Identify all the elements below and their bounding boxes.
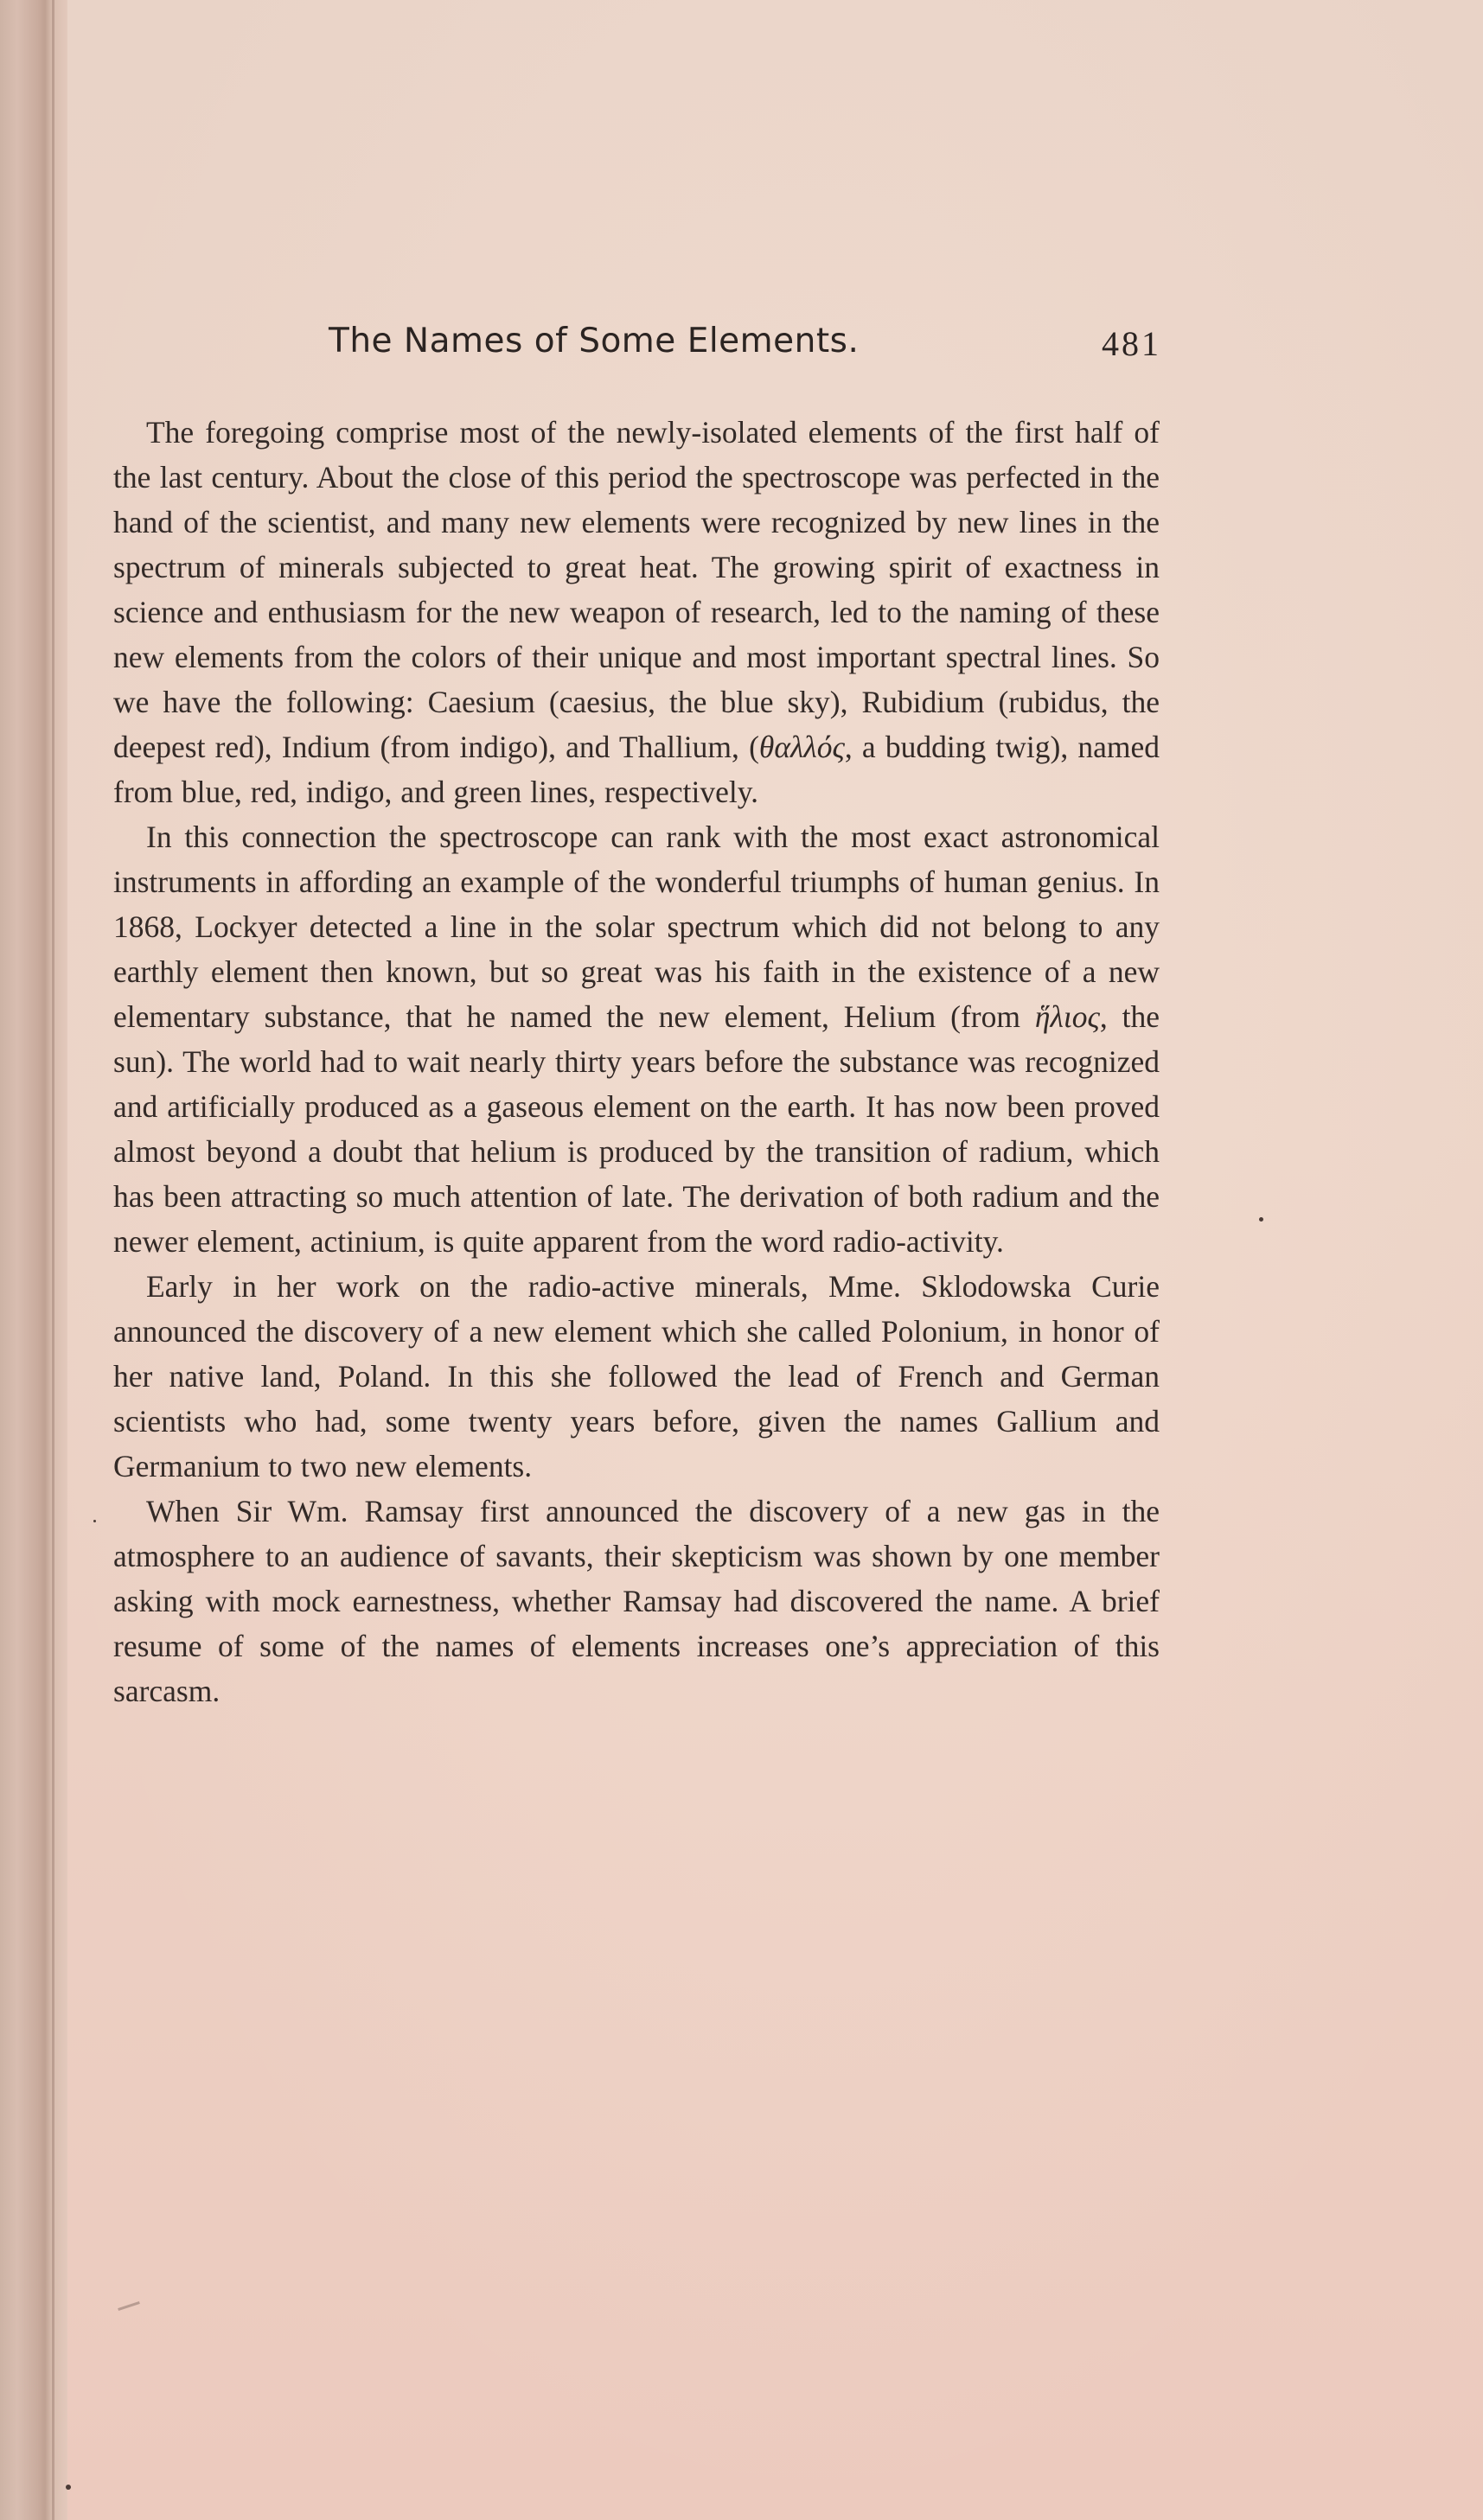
paper-speck [93,1520,96,1522]
paper-speck [1259,1217,1263,1222]
greek-word-thallos: θαλλός [758,730,845,764]
paper-speck [66,2485,71,2490]
gutter-shadow-line [52,0,54,2520]
paragraph-1-text-start: The foregoing comprise most of the newly-isolated elements of the first half of the last century. About the close of this period the spectroscope was perfected in the hand of the scientist, and many new elements were recognized by new lines in the spectrum of minerals subjected to great heat. The growing spirit of exactness in science and enthusiasm for the new weapon of research, led to the naming of these new elements from the colors of their unique and most important spectral lines. So we have the following: Caesium (caesius, the blue sky), Rubidium (rubidus, the deepest red), Indium (from indigo), and Thallium, ( [113,415,1160,764]
paragraph-spectroscope-elements [113,410,1160,814]
greek-word-helios: ἥλιος [1034,999,1100,1034]
paragraph-helium [113,814,1160,1264]
paragraph-2-text-end: , the sun). The world had to wait nearly thirty years before the substance was recognized and artificially produced as a gaseous element on the earth. It has now been proved almost beyond a doubt that helium is produced by the transition of radium, which has been attracting so much attention of late. The derivation of both radium and the newer element, actinium, is quite apparent from the word radio-activity. [113,999,1160,1259]
paragraph-polonium: Early in her work on the radio-active minerals, Mme. Sklodowska Curie announced the discovery of a new element which she called Polonium, in honor of her native land, Poland. In this she followed the lead of French and German scientists who had, some twenty years before, given the names Gallium and Germanium to two new elements. [113,1269,1160,1483]
paper-smudge [118,2301,140,2311]
paragraph-ramsay: When Sir Wm. Ramsay first announced the discovery of a new gas in the atmosphere to an audience of savants, their skepticism was shown by one member asking with mock earnestness, whether Ramsay had discovered the name. A brief resume of some of the names of elements increases one’s appreciation of this sarcasm. [113,1494,1160,1708]
binding-gutter [0,0,67,2520]
running-head-title: The Names of Some Elements. [329,322,860,360]
running-head [329,322,1185,373]
paragraph-1-text-end: , a budding twig), named from blue, red, indigo, and green lines, respectively. [113,730,1160,809]
body-text [113,410,1160,1713]
page-number: 481 [1102,324,1161,363]
paragraph-2-text-start: In this connection the spectroscope can rank with the most exact astronomical instruments in affording an example of the wonderful triumphs of human genius. In 1868, Lockyer detected a line in the solar spectrum which did not belong to any earthly element then known, but so great was his faith in the existence of a new elementary substance, that he named the new element, Helium (from [113,820,1160,1034]
